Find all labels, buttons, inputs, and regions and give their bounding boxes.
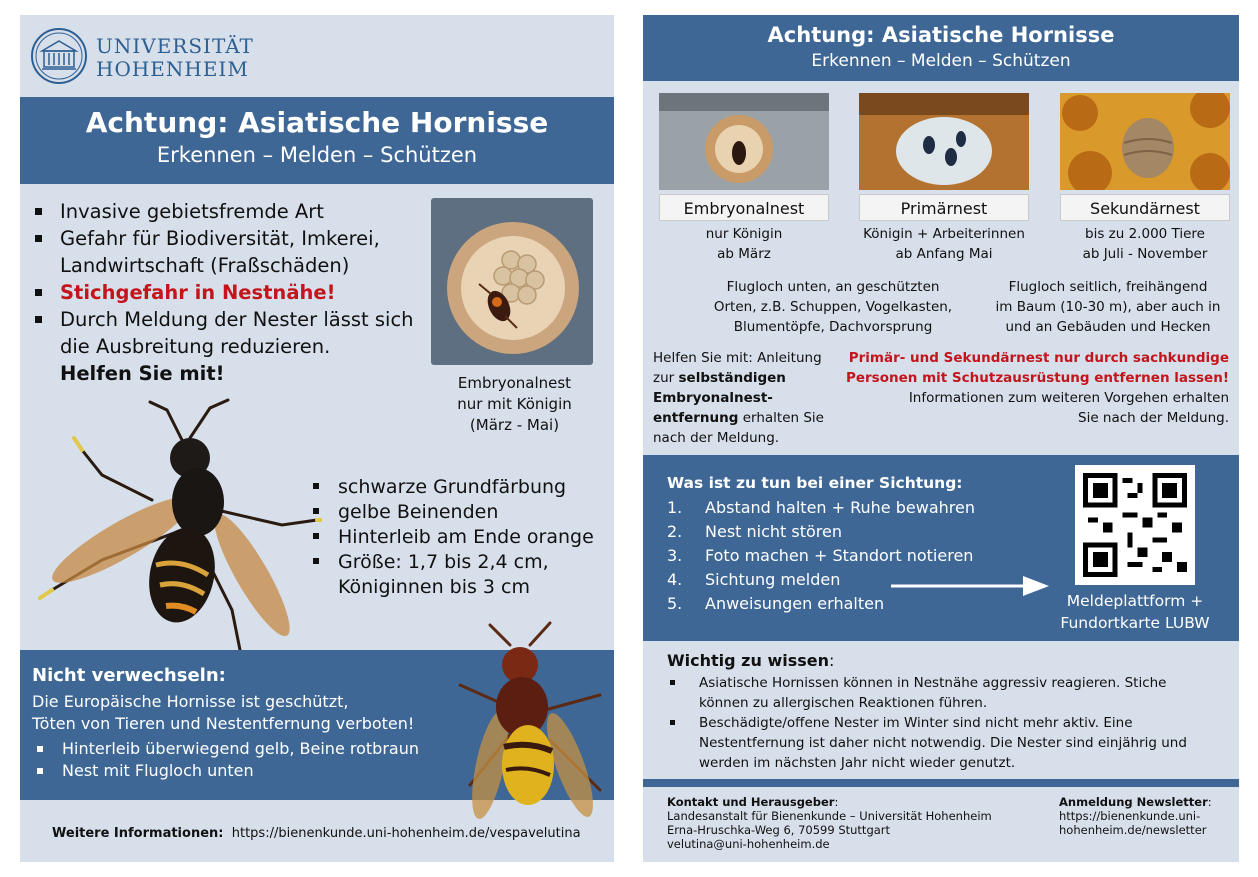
further-info-link[interactable]: https://bienenkunde.uni-hohenheim.de/vespavelutina [231, 826, 581, 841]
do-not-confuse-title: Nicht verwechseln: [32, 665, 226, 686]
list-item: Größe: 1,7 bis 2,4 cm, Königinnen bis 3 cm [308, 550, 608, 600]
list-item-warning: Stichgefahr in Nestnähe! [30, 279, 430, 306]
page-title: Achtung: Asiatische Hornisse [767, 23, 1115, 47]
primary-nest-photo [859, 93, 1029, 190]
page-subtitle: Erkennen – Melden – Schützen [811, 51, 1071, 71]
help-emphasis: Helfen Sie mit! [60, 362, 225, 385]
embryo-nest-photo [431, 198, 593, 365]
photo-caption: Embryonalnest nur mit Königin (März - Mai) [457, 374, 572, 434]
list-item: 3. Foto machen + Standort notieren [667, 546, 974, 565]
important-list [667, 673, 1217, 773]
nest-card-description: nur Königin ab März [705, 226, 783, 262]
features-list [308, 475, 608, 600]
contact-title: Kontakt und Herausgeber [667, 795, 835, 809]
list-item: 4. Sichtung melden [667, 570, 841, 589]
nest-card-primary [859, 93, 1029, 264]
further-info-footer [52, 826, 581, 841]
further-info-label: Weitere Informationen: [52, 826, 224, 841]
embryonic-nest-photo [659, 93, 829, 190]
sighting-steps [667, 496, 975, 616]
newsletter-block: Anmeldung Newsletter: https://bienenkunde.uni- hohenheim.de/newsletter [1059, 795, 1229, 837]
help-note: Helfen Sie mit: Anleitung zur selbständigen Embryonalnest-entfernung erhalten Sie nach der Meldung. [653, 350, 824, 446]
european-hornet-list [32, 738, 419, 782]
list-item: 5. Anweisungen erhalten [667, 594, 885, 613]
university-name-line1: UNIVERSITÄT [96, 34, 254, 58]
newsletter-link[interactable]: https://bienenkunde.uni- hohenheim.de/newsletter [1059, 809, 1207, 837]
list-item: Hinterleib überwiegend gelb, Beine rotbraun [32, 738, 419, 760]
entrance-bottom-note: Flugloch unten, an geschützten Orten, z.B. Schuppen, Vogelkasten, Blumentöpfe, Dachvorsprung [713, 279, 953, 335]
help-note-emphasis: selbständigen Embryonalnest-entfernung [653, 370, 786, 426]
sighting-steps-band [643, 455, 1239, 641]
contact-block: Kontakt und Herausgeber: Landesanstalt für Bienenkunde – Universität Hohenheim Erna-Hruschka-Weg 6, 70599 Stuttgart velutina@uni-hohenheim.de [667, 795, 992, 851]
qr-code[interactable] [1075, 465, 1195, 585]
page-title: Achtung: Asiatische Hornisse [85, 106, 549, 139]
threat-list [30, 198, 430, 387]
title-band [20, 97, 614, 184]
report-platform-label: Meldeplattform + Fundortkarte LUBW [1060, 592, 1210, 632]
flyer-front-page [20, 15, 614, 862]
nest-card-label: Embryonalnest [659, 194, 829, 221]
secondary-nest-photo [1060, 93, 1230, 190]
list-item: Hinterleib am Ende orange [308, 525, 608, 550]
title-band [643, 15, 1239, 81]
do-not-confuse-text: Die Europäische Hornisse ist geschützt, Töten von Tieren und Nestentfernung verboten! [32, 692, 415, 733]
list-item: Gefahr für Biodiversität, Imkerei, Landwirtschaft (Fraßschäden) [30, 225, 430, 279]
important-title: Wichtig zu wissen: [667, 651, 835, 670]
contact-email[interactable]: velutina@uni-hohenheim.de [667, 837, 830, 851]
list-item: 2. Nest nicht stören [667, 522, 842, 541]
qr-code-icon [1083, 473, 1187, 577]
removal-warning: Primär- und Sekundärnest nur durch sachkundige Personen mit Schutzausrüstung entfernen lassen! Informationen zum weiteren Vorgehen erhalten Sie nach der Meldung. [845, 350, 1229, 426]
nest-card-secondary [1060, 93, 1230, 264]
asian-hornet-illustration [32, 380, 322, 670]
list-item: Asiatische Hornissen können in Nestnähe aggressiv reagieren. Stiche können zu allergischen Reaktionen führen. [667, 673, 1217, 713]
page-subtitle: Erkennen – Melden – Schützen [156, 143, 478, 167]
university-name-line2: HOHENHEIM [96, 57, 249, 81]
university-name [96, 35, 254, 81]
nest-card-description: bis zu 2.000 Tiere ab Juli - November [1082, 226, 1208, 262]
list-item: Beschädigte/offene Nester im Winter sind nicht mehr aktiv. Eine Nestentfernung ist daher nicht notwendig. Die Nester sind einjährig und werden im nächsten Jahr nicht wieder genutzt. [667, 713, 1217, 773]
list-item: Invasive gebietsfremde Art [30, 198, 430, 225]
flyer-back-page [643, 15, 1239, 862]
list-item: schwarze Grundfärbung [308, 475, 608, 500]
sighting-title: Was ist zu tun bei einer Sichtung: [667, 474, 963, 492]
european-hornet-illustration [450, 615, 614, 830]
nest-card-label: Primärnest [859, 194, 1029, 221]
university-seal-icon [30, 27, 88, 85]
list-item: gelbe Beinenden [308, 500, 608, 525]
newsletter-title: Anmeldung Newsletter [1059, 795, 1208, 809]
nest-card-description: Königin + Arbeiterinnen ab Anfang Mai [863, 226, 1025, 262]
footer-divider [643, 779, 1239, 787]
nest-card-embryonic [659, 93, 829, 264]
list-item: 1. Abstand halten + Ruhe bewahren [667, 498, 975, 517]
list-item: Nest mit Flugloch unten [32, 760, 419, 782]
arrow-right-icon [891, 576, 1049, 596]
entrance-side-note: Flugloch seitlich, freihängend im Baum (10-30 m), aber auch in und an Gebäuden und Hecken [995, 279, 1221, 335]
nest-card-label: Sekundärnest [1060, 194, 1230, 221]
list-item: Durch Meldung der Nester lässt sich die Ausbreitung reduzieren. Helfen Sie mit! [30, 306, 430, 387]
